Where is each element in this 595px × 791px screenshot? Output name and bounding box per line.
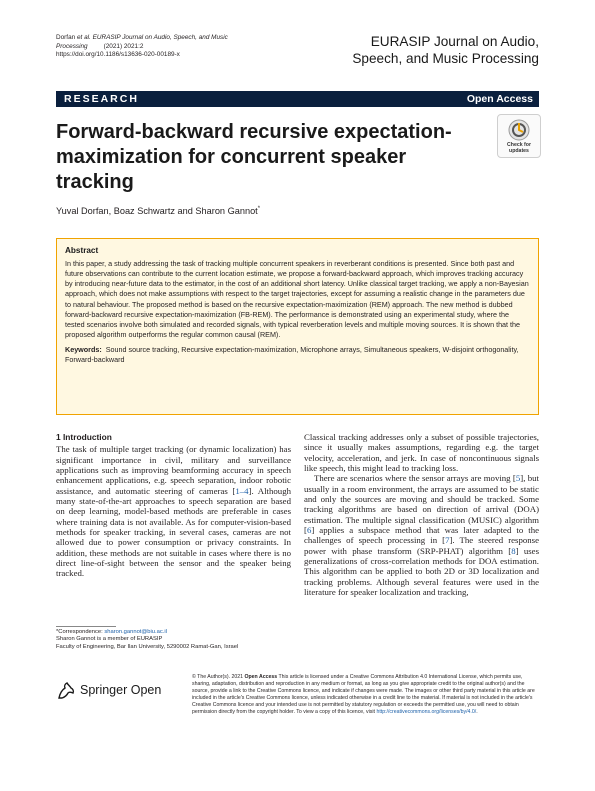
correspondence-email-link[interactable]: sharon.gannot@biu.ac.il bbox=[104, 629, 167, 635]
footnote-rule bbox=[56, 626, 116, 627]
article-type-label: RESEARCH bbox=[64, 93, 139, 105]
meta-journal-cont: Processing bbox=[56, 42, 88, 50]
meta-line-1 bbox=[56, 34, 228, 43]
paper-title: Forward-backward recursive expectation-maximization for concurrent speaker tracking bbox=[56, 121, 452, 193]
footnote-line-2: Sharon Gannot is a member of EURASIP bbox=[56, 636, 163, 643]
paragraph-text: There are scenarios where the sensor arrays are moving [ bbox=[314, 473, 516, 484]
author-list bbox=[56, 206, 260, 216]
meta-author: Dorfan bbox=[56, 34, 76, 41]
meta-line-2 bbox=[56, 43, 228, 52]
springer-open-word: Open bbox=[130, 683, 162, 697]
citation-link[interactable]: 7 bbox=[445, 535, 450, 546]
check-for-updates-button[interactable] bbox=[497, 114, 541, 158]
paragraph-text: ]. Although many state-of-the-art approaches to speech separation are based on deep learning, model-based methods are preferable in cases where training data is not available. As for computer-vision-based methods for speaker tracking, in several cases, cameras are not allowed due to power consumption or privacy constraints. In addition, these methods are not suitable in cases where there is no direct line-of-sight between the sensor and the speaker being tracked. bbox=[56, 485, 291, 579]
correspondence-label: *Correspondence: bbox=[56, 629, 105, 635]
journal-name bbox=[352, 34, 539, 67]
journal-name-line-1: EURASIP Journal on Audio, bbox=[370, 34, 539, 49]
correspondence-footnote bbox=[56, 629, 291, 651]
paragraph bbox=[304, 473, 539, 597]
abstract-heading: Abstract bbox=[65, 246, 99, 255]
paragraph-text: ], but usually in a room environment, the arrays are assumed to be static and only the sources are moving and should be tracked. Some tracking algorithms are based on direction of arrival (DOA) estimation. The multiple signal classification (MUSIC) algorithm [ bbox=[304, 473, 539, 536]
check-updates-line-1: Check for bbox=[507, 142, 531, 148]
paragraph bbox=[56, 444, 291, 578]
meta-doi[interactable]: https://doi.org/10.1186/s13636-020-00189-x bbox=[56, 51, 180, 59]
keywords-list: Sound source tracking, Recursive expectation-maximization, Microphone arrays, Simultaneous speakers, W-disjoint orthogonality, Forward-backward bbox=[65, 345, 519, 365]
author-names: Yuval Dorfan, Boaz Schwartz and Sharon Gannot bbox=[56, 206, 258, 217]
article-meta bbox=[56, 34, 228, 60]
springer-wordmark bbox=[80, 683, 161, 697]
license-statement bbox=[192, 674, 539, 717]
body-column-right bbox=[304, 432, 539, 598]
abstract-text: In this paper, a study addressing the task of tracking multiple concurrent speakers in reverberant conditions is presented. Since both past and future observations can contribute to the current location estimate, we propose a forward-backward approach, which improves tracking accuracy by introducing near-future data to the estimator, in the cost of an additional short latency. Unlike classical target tracking, we apply a non-Bayesian approach, which does not make assumptions with respect to the target trajectories, except for assuming a realistic change in the parameters due to natural behaviour. The proposed method is based on the recursive expectation-maximization (REM) approach. The new method is dubbed forward-backward recursive expectation-maximization (FB-REM). The performance is demonstrated using an experimental study, where the tested scenarios involve both simulated and recorded signals, with typical reverberation levels and multiple moving sources. It is shown that the proposed algorithm outperforms the regular common causal (REM). bbox=[65, 259, 529, 340]
journal-name-line-2: Speech, and Music Processing bbox=[352, 50, 539, 66]
meta-et-al: et al. bbox=[76, 34, 91, 41]
section-heading-introduction: 1 Introduction bbox=[56, 432, 112, 442]
license-body: This article is licensed under a Creative Commons Attribution 4.0 International License, which permits use, sharing, adaptation, distribution and reproduction in any medium or format, as long as you give appropriate credit to the original author(s) and the source, provide a link to the Creative Commons licence, and indicate if changes were made. The images or other third party material in this article are included in the article's Creative Commons licence, unless indicated otherwise in a credit line to the material. If material is not included in the article's Creative Commons licence and your intended use is not permitted by statutory regulation or exceeds the permitted use, you will need to obtain permission directly from the copyright holder. To view a copy of this licence, visit bbox=[192, 674, 535, 716]
springer-horse-icon bbox=[56, 681, 76, 701]
license-lead: © The Author(s). 2021 bbox=[192, 674, 245, 680]
keywords-label: Keywords: bbox=[65, 345, 102, 355]
open-access-label: Open Access bbox=[466, 93, 533, 105]
paragraph: Classical tracking addresses only a subset of possible trajectories, since it usually makes assumptions, regarding e.g. the target velocity, acceleration, and jerk. In case of noncontinuous signals like speech, this might lead to tracking loss. bbox=[304, 432, 539, 474]
meta-year-volume: (2021) 2021:2 bbox=[103, 42, 144, 50]
citation-link[interactable]: 8 bbox=[511, 545, 516, 556]
abstract-box bbox=[56, 238, 539, 415]
check-updates-line-2: updates bbox=[509, 148, 529, 154]
body-column-left bbox=[56, 432, 291, 579]
citation-link[interactable]: 5 bbox=[515, 473, 521, 484]
citation-link[interactable]: 6 bbox=[306, 525, 312, 536]
keywords bbox=[65, 345, 530, 365]
license-open-access: Open Access bbox=[244, 674, 278, 680]
article-type-bar bbox=[56, 91, 539, 107]
check-updates-text bbox=[498, 142, 540, 154]
paragraph-text: The task of multiple target tracking (or dynamic localization) has significant importance in civil, military and surveillance applications such as improving beamforming accuracy in speech enhancement applications, e.g. speech separation, indoor robotic assistance, and automatic steering of cameras [ bbox=[56, 444, 291, 496]
paragraph-text: ] applies a subspace method that was later adapted to the challenges of speech processing in [ bbox=[304, 525, 539, 546]
footnote-line-3: Faculty of Engineering, Bar Ilan University, 5290002 Ramat-Gan, Israel bbox=[56, 643, 239, 650]
springer-open-logo bbox=[56, 680, 176, 704]
license-url-link[interactable]: http://creativecommons.org/licenses/by/4.0/ bbox=[376, 709, 477, 716]
license-end: . bbox=[476, 709, 478, 716]
springer-brand: Springer bbox=[80, 683, 128, 697]
check-updates-icon bbox=[508, 119, 530, 141]
paragraph-text: ] uses generalizations of cross-correlation methods for DOA estimation. This algorithm can be applied to both 2D or 3D localization and tracking problems. Although several features were used in the literature for speaker localization and tracking, bbox=[304, 545, 540, 598]
corresponding-mark: * bbox=[257, 206, 261, 212]
paragraph-text: ]. The steered response power with phase transform (SRP-PHAT) algorithm [ bbox=[304, 535, 539, 556]
citation-link[interactable]: 1–4 bbox=[235, 485, 249, 496]
meta-journal: EURASIP Journal on Audio, Speech, and Music bbox=[92, 34, 228, 41]
footnote-line-1 bbox=[56, 629, 291, 636]
